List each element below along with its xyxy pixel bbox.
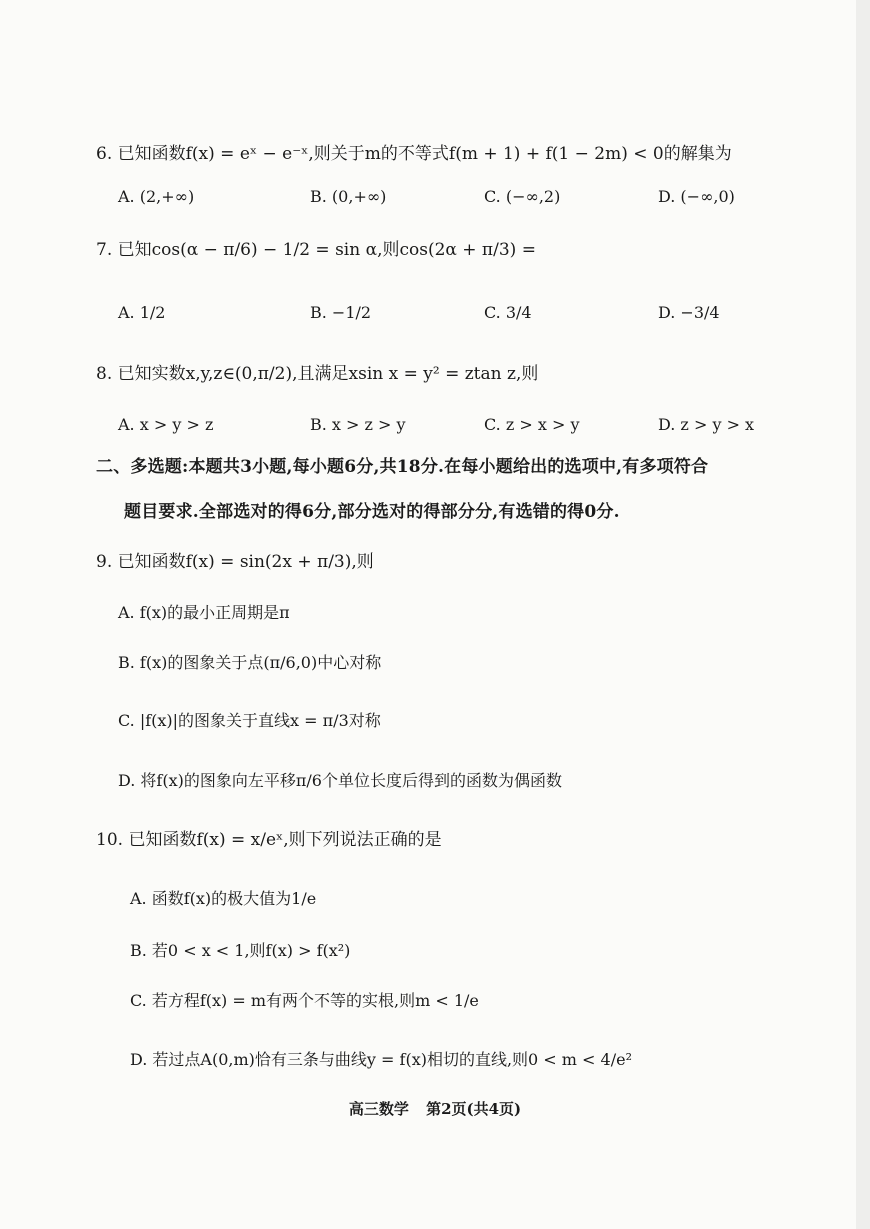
question-8-stem: 8. 已知实数x,y,z∈(0,π/2),且满足xsin x = y² = ztan z,则	[96, 364, 539, 384]
question-10-option-b: B. 若0 < x < 1,则f(x) > f(x²)	[130, 941, 351, 960]
question-9-option-a: A. f(x)的最小正周期是π	[118, 603, 290, 622]
question-10-option-d: D. 若过点A(0,m)恰有三条与曲线y = f(x)相切的直线,则0 < m < 4/e²	[130, 1050, 633, 1069]
section-2-instructions: 题目要求.全部选对的得6分,部分选对的得部分分,有选错的得0分.	[124, 502, 620, 522]
section-2-heading: 二、多选题:本题共3小题,每小题6分,共18分.在每小题给出的选项中,有多项符合	[96, 457, 709, 477]
question-8-options	[118, 408, 758, 442]
question-7-option-b: B. −1/2	[310, 303, 372, 322]
question-7-option-a: A. 1/2	[118, 303, 166, 322]
question-7-stem: 7. 已知cos(α − π/6) − 1/2 = sin α,则cos(2α + π/3) =	[96, 240, 536, 260]
question-6-option-b: B. (0,+∞)	[310, 187, 387, 206]
question-7-option-c: C. 3/4	[484, 303, 532, 322]
question-9-option-b: B. f(x)的图象关于点(π/6,0)中心对称	[118, 653, 382, 672]
question-9-option-c: C. |f(x)|的图象关于直线x = π/3对称	[118, 711, 381, 730]
question-8-option-d: D. z > y > x	[658, 415, 755, 434]
question-8-option-a: A. x > y > z	[118, 415, 214, 434]
question-7-options	[118, 296, 758, 330]
question-10-option-a: A. 函数f(x)的极大值为1/e	[130, 889, 317, 908]
question-10-option-c: C. 若方程f(x) = m有两个不等的实根,则m < 1/e	[130, 991, 479, 1010]
question-6-options	[118, 180, 758, 214]
footer-subject: 高三数学	[348, 1100, 409, 1118]
page-footer	[0, 1098, 870, 1119]
question-6-option-a: A. (2,+∞)	[118, 187, 195, 206]
question-10-stem: 10. 已知函数f(x) = x/eˣ,则下列说法正确的是	[96, 830, 442, 850]
question-9-stem: 9. 已知函数f(x) = sin(2x + π/3),则	[96, 552, 374, 572]
question-9-option-d: D. 将f(x)的图象向左平移π/6个单位长度后得到的函数为偶函数	[118, 771, 562, 790]
scan-edge	[856, 0, 870, 1229]
footer-page-number: 第2页(共4页)	[426, 1100, 522, 1118]
question-8-option-b: B. x > z > y	[310, 415, 406, 434]
question-6-stem: 6. 已知函数f(x) = eˣ − e⁻ˣ,则关于m的不等式f(m + 1) + f(1 − 2m) < 0的解集为	[96, 144, 732, 164]
question-6-option-c: C. (−∞,2)	[484, 187, 561, 206]
question-8-option-c: C. z > x > y	[484, 415, 580, 434]
question-7-option-d: D. −3/4	[658, 303, 720, 322]
question-6-option-d: D. (−∞,0)	[658, 187, 735, 206]
